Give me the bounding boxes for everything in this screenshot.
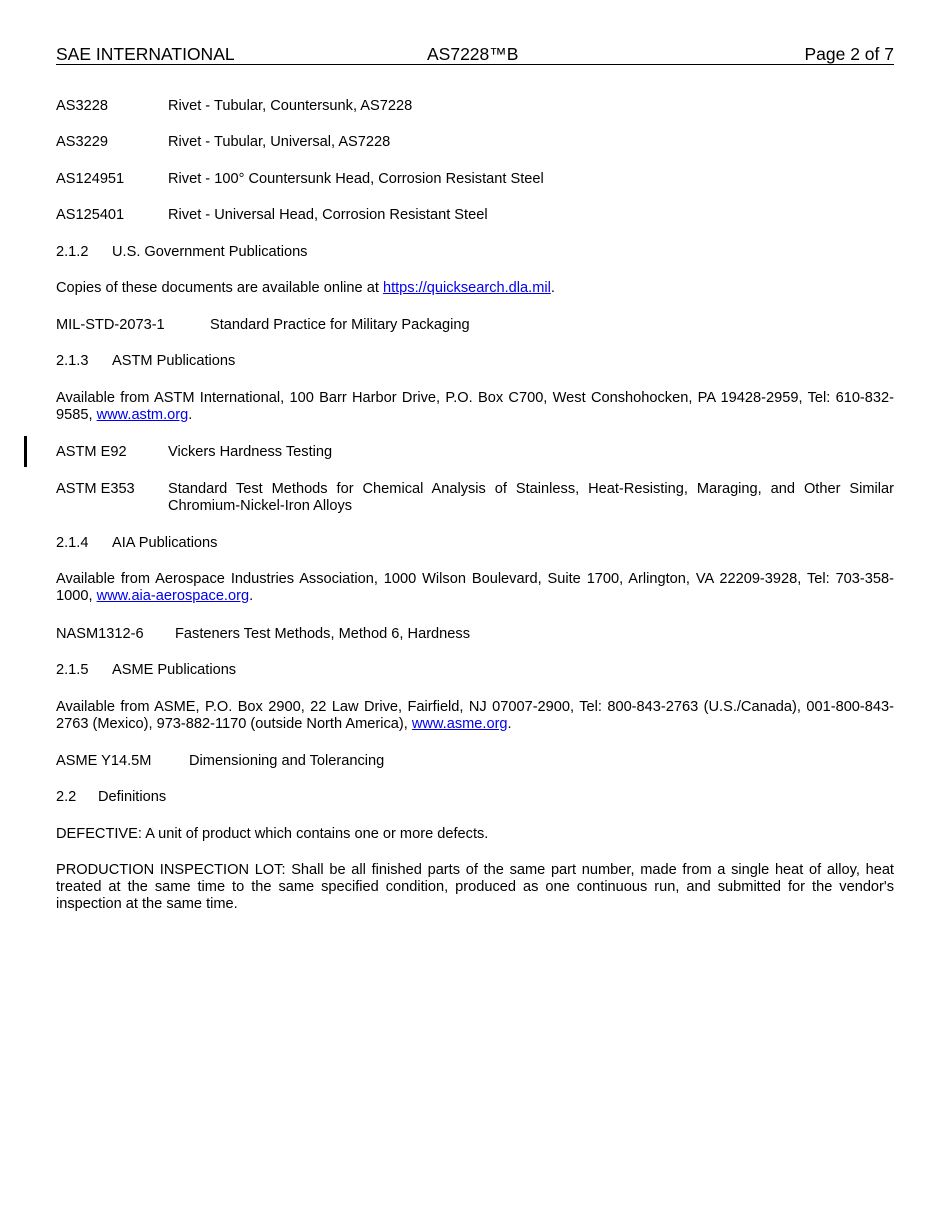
reference-code: ASTM E353 [56, 481, 135, 497]
availability-paragraph [56, 390, 894, 424]
availability-paragraph [56, 280, 894, 297]
section-number: 2.1.5 [56, 662, 89, 678]
header-org: SAE INTERNATIONAL [56, 44, 235, 64]
reference-title: Standard Test Methods for Chemical Analysis of Stainless, Heat-Resisting, Maraging, and Other Similar Chromium-Nickel-Iron Alloys [168, 481, 894, 514]
change-bar [24, 436, 27, 467]
header-page-number: Page 2 of 7 [804, 44, 894, 64]
reference-title: Fasteners Test Methods, Method 6, Hardness [175, 626, 470, 642]
section-title: AIA Publications [112, 535, 218, 551]
paragraph-punct: . [188, 407, 193, 423]
section-number: 2.1.4 [56, 535, 89, 551]
paragraph-punct: . [249, 588, 254, 604]
section-title: Definitions [98, 789, 167, 805]
reference-title: Rivet - Tubular, Countersunk, AS7228 [168, 98, 413, 114]
paragraph-text: Available from ASME, P.O. Box 2900, 22 Law Drive, Fairfield, NJ 07007-2900, Tel: 800-843-2763 (U.S./Canada), 001-800-843-2763 (Mexico), 973-882-1170 (outside North America), [56, 699, 894, 732]
aia-link[interactable]: www.aia-aerospace.org [96, 588, 250, 604]
reference-code: AS124951 [56, 171, 125, 187]
definition-defective: DEFECTIVE: A unit of product which contains one or more defects. [56, 826, 489, 842]
section-number: 2.1.2 [56, 244, 89, 260]
reference-title: Rivet - Tubular, Universal, AS7228 [168, 134, 391, 150]
reference-row [56, 481, 894, 515]
section-number: 2.2 [56, 789, 77, 805]
asme-link[interactable]: www.asme.org [411, 716, 508, 732]
astm-link[interactable]: www.astm.org [96, 407, 189, 423]
header-doc-id: AS7228™B [427, 44, 519, 64]
availability-paragraph [56, 699, 894, 733]
availability-paragraph [56, 571, 894, 605]
paragraph-punct: . [550, 280, 555, 296]
reference-code: ASTM E92 [56, 444, 127, 460]
reference-title: Vickers Hardness Testing [168, 444, 333, 460]
section-title: U.S. Government Publications [112, 244, 308, 260]
quicksearch-link[interactable]: https://quicksearch.dla.mil [382, 280, 551, 296]
section-number: 2.1.3 [56, 353, 89, 369]
section-title: ASME Publications [112, 662, 237, 678]
reference-code: AS3229 [56, 134, 108, 150]
reference-title: Standard Practice for Military Packaging [210, 317, 470, 333]
paragraph-text: Copies of these documents are available online at [56, 280, 383, 296]
reference-code: ASME Y14.5M [56, 753, 152, 769]
page-header [56, 44, 894, 65]
reference-title: Dimensioning and Tolerancing [189, 753, 385, 769]
reference-code: NASM1312-6 [56, 626, 144, 642]
reference-code: MIL-STD-2073-1 [56, 317, 165, 333]
reference-title: Rivet - Universal Head, Corrosion Resistant Steel [168, 207, 488, 223]
paragraph-text: Available from Aerospace Industries Association, 1000 Wilson Boulevard, Suite 1700, Arlington, VA 22209-3928, Tel: 703-358-1000, [56, 571, 894, 604]
section-title: ASTM Publications [112, 353, 236, 369]
paragraph-text: Available from ASTM International, 100 Barr Harbor Drive, P.O. Box C700, West Conshohocken, PA 19428-2959, Tel: 610-832-9585, [56, 390, 894, 423]
reference-code: AS3228 [56, 98, 108, 114]
paragraph-punct: . [507, 716, 512, 732]
definition-production-lot: PRODUCTION INSPECTION LOT: Shall be all finished parts of the same part number, made from a single heat of alloy, heat treated at the same time to the same specified condition, produced as one continuous run, and submitted for the vendor's inspection at the same time. [56, 862, 894, 912]
reference-code: AS125401 [56, 207, 125, 223]
reference-title: Rivet - 100° Countersunk Head, Corrosion Resistant Steel [168, 171, 544, 187]
